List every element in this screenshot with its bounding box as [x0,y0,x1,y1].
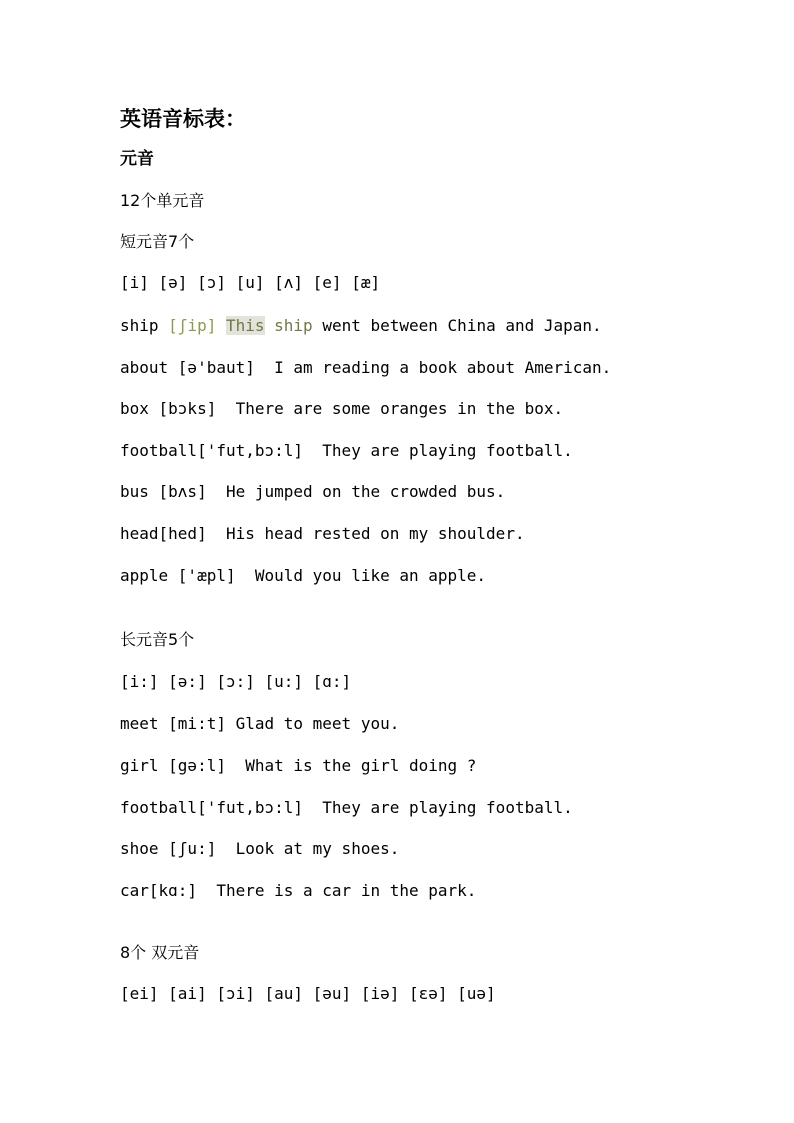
example-about: about [ə'baut] I am reading a book about American. [120,358,612,377]
example-bus: bus [bʌs] He jumped on the crowded bus. [120,482,506,501]
example-football-long: football['fut,bɔ:l] They are playing football. [120,798,573,817]
example-head: head[hed] His head rested on my shoulder. [120,524,525,543]
diphthongs-symbols: [ei] [ai] [ɔi] [au] [əu] [iə] [εə] [uə] [120,984,496,1003]
monophthong-count: 12个单元音 [120,191,205,210]
example-meet: meet [mi:t] Glad to meet you. [120,714,400,733]
example-shoe: shoe [ʃu:] Look at my shoes. [120,839,400,858]
phonetic-ship: [ʃip] [168,316,217,335]
word-ship: ship [274,316,313,335]
highlighted-word-this: This [225,316,265,335]
example-football: football['fut,bɔ:l] They are playing football. [120,441,573,460]
section-heading-vowels: 元音 [120,149,154,169]
example-car: car[kɑ:] There is a car in the park. [120,881,477,900]
example-ship [120,315,602,337]
short-vowels-heading: 短元音7个 [120,232,195,251]
example-girl: girl [gə:l] What is the girl doing ? [120,756,477,775]
example-box: box [bɔks] There are some oranges in the box. [120,399,564,418]
page-title: 英语音标表： [120,107,246,131]
diphthongs-heading: 8个 双元音 [120,943,200,962]
long-vowels-heading: 长元音5个 [120,630,195,649]
long-vowels-symbols: [i:] [ə:] [ɔ:] [u:] [ɑ:] [120,672,352,691]
example-word: ship [120,316,169,335]
example-apple: apple ['æpl] Would you like an apple. [120,566,487,585]
example-sentence: went between China and Japan. [312,316,602,335]
short-vowels-symbols: [i] [ə] [ɔ] [u] [ʌ] [e] [æ] [120,273,381,292]
